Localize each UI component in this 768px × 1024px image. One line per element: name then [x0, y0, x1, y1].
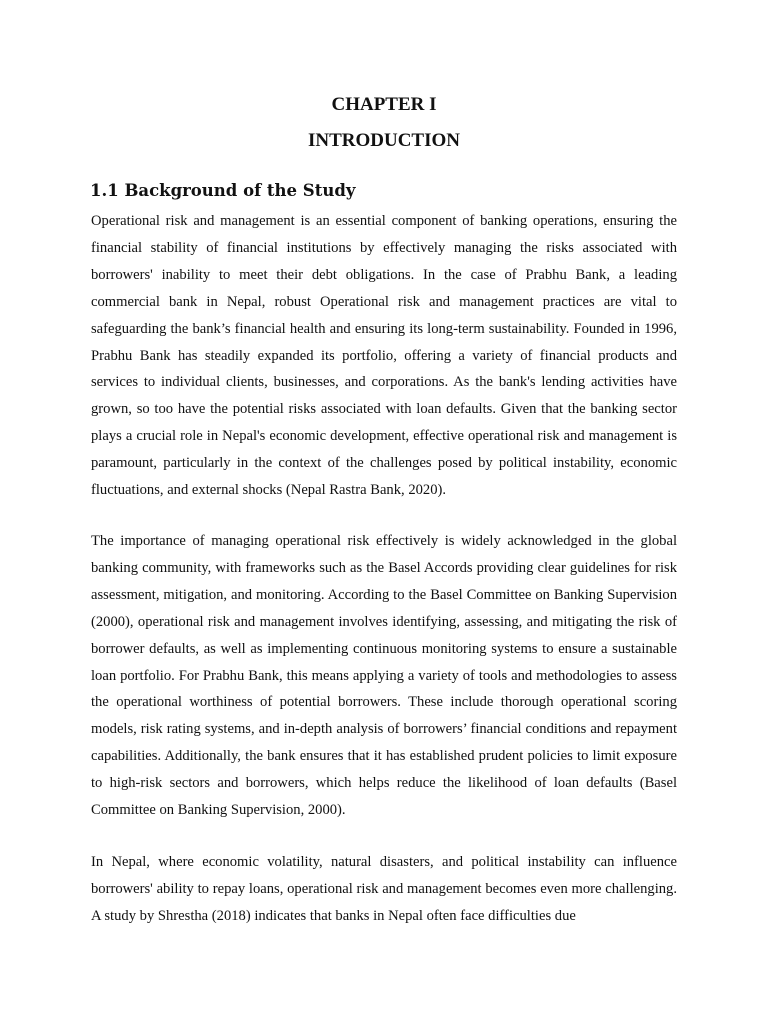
chapter-title: INTRODUCTION — [307, 130, 461, 151]
section-heading: 1.1 Background of the Study — [90, 181, 356, 200]
body-paragraph-2: The importance of managing operational risk effectively is widely acknowledged in the global banking community, with frameworks such as the Basel Accords providing clear guidelines for risk assessment, mitigation, and monitoring. According to the Basel Committee on Banking Supervision (2000), operational risk and management involves identifying, assessing, and mitigating the risk of borrower defaults, as well as implementing continuous monitoring systems to ensure a sustainable loan portfolio. For Prabhu Bank, this means applying a variety of tools and methodologies to assess the operational worthiness of potential borrowers. These include thorough operational scoring models, risk rating systems, and in-depth analysis of borrowers’ financial conditions and repayment capabilities. Additionally, the bank ensures that it has established prudent policies to limit exposure to high-risk sectors and borrowers, which helps reduce the likelihood of loan defaults (Basel Committee on Banking Supervision, 2000). — [91, 533, 677, 819]
body-paragraph-1: Operational risk and management is an essential component of banking operations, ensuring the financial stability of financial institutions by effectively managing the risks associated with borrowers' inability to meet their debt obligations. In the case of Prabhu Bank, a leading commercial bank in Nepal, robust Operational risk and management practices are vital to safeguarding the bank’s financial health and ensuring its long-term sustainability. Founded in 1996, Prabhu Bank has steadily expanded its portfolio, offering a variety of financial products and services to individual clients, businesses, and corporations. As the bank's lending activities have grown, so too have the potential risks associated with loan defaults. Given that the banking sector plays a crucial role in Nepal's economic development, effective operational risk and management is paramount, particularly in the context of the challenges posed by political instability, economic fluctuations, and external shocks (Nepal Rastra Bank, 2020). — [91, 213, 677, 499]
chapter-label: CHAPTER I — [331, 94, 437, 115]
body-paragraph-3: In Nepal, where economic volatility, natural disasters, and political instability can influence borrowers' ability to repay loans, operational risk and management becomes even more challenging. A study by Shrestha (2018) indicates that banks in Nepal often face difficulties due — [91, 854, 677, 924]
